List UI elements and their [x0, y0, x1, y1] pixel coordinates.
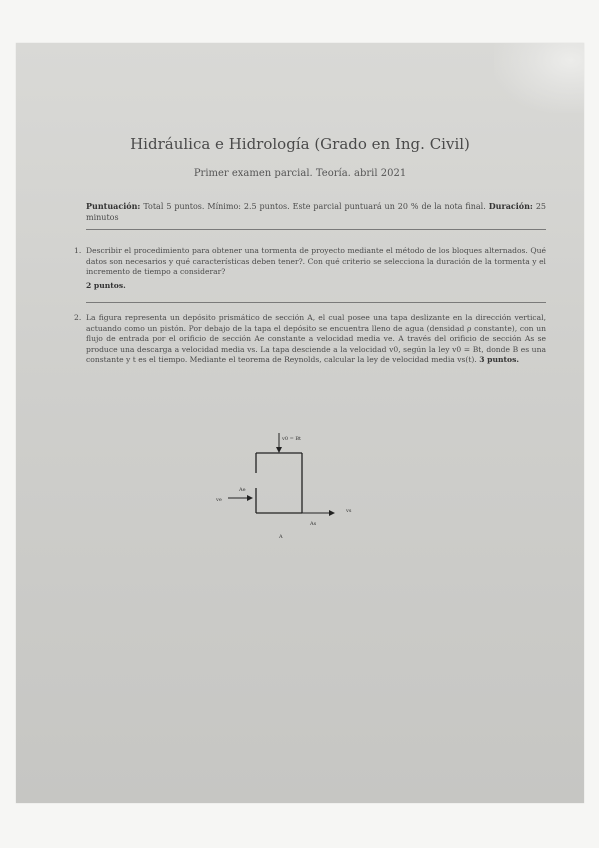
exam-subtitle: Primer examen parcial. Teoría. abril 2021: [193, 168, 407, 179]
inlet-velocity-label: ve: [216, 497, 222, 503]
page-title: Hidráulica e Hidrología (Grado en Ing. Civil): [130, 135, 470, 153]
points-text: Total 5 puntos. Mínimo: 2.5 puntos. Este parcial puntuará un 20 % de la nota final.: [143, 202, 486, 211]
exam-sheet: [16, 43, 584, 803]
question-text: La figura representa un depósito prismático de sección A, el cual posee una tapa deslizante en la dirección vertical, actuando como un pistón. Por debajo de la tapa el depósito se encuentra lleno de agua (densidad ρ constante), con un flujo de entrada por el orificio de sección Ae constante a velocidad media ve. A través del orificio de sección As se produce una descarga a velocidad media vs. La tapa desciende a la velocidad v0, según la ley v0 = Bt, donde B es una constante y t es el tiempo. Mediante el teorema de Reynolds, calcular la ley de velocidad media vs(t).: [86, 313, 546, 364]
tank-figure: [206, 428, 356, 548]
outlet-area-label: As: [310, 521, 317, 527]
outlet-velocity-label: vs: [346, 508, 352, 514]
question-points: 2 puntos.: [86, 280, 126, 290]
duration-label: Duración:: [488, 201, 533, 211]
question-number: 1.: [74, 246, 82, 255]
light-glare: [494, 43, 584, 113]
points-label: Puntuación:: [86, 201, 141, 211]
question-number: 2.: [74, 313, 82, 322]
question-points: 3 puntos.: [479, 355, 520, 364]
section-label: A: [279, 534, 283, 540]
scoring-info: [86, 201, 546, 223]
question-2: [74, 313, 546, 366]
question-1: [74, 246, 546, 291]
question-text: Describir el procedimiento para obtener una tormenta de proyecto mediante el método de los bloques alternados. Qué datos son necesarios y qué características deben tener?. Con qué criterio se selecciona la duración de la tormenta y el incremento de tiempo a considerar?: [86, 246, 546, 276]
inlet-area-label: Ae: [239, 487, 246, 493]
divider: [86, 302, 546, 303]
divider: [86, 229, 546, 230]
duration-text: 25 minutos: [86, 202, 547, 222]
piston-velocity-label: v0 = Bt: [282, 436, 302, 442]
tank-diagram: [206, 428, 356, 548]
